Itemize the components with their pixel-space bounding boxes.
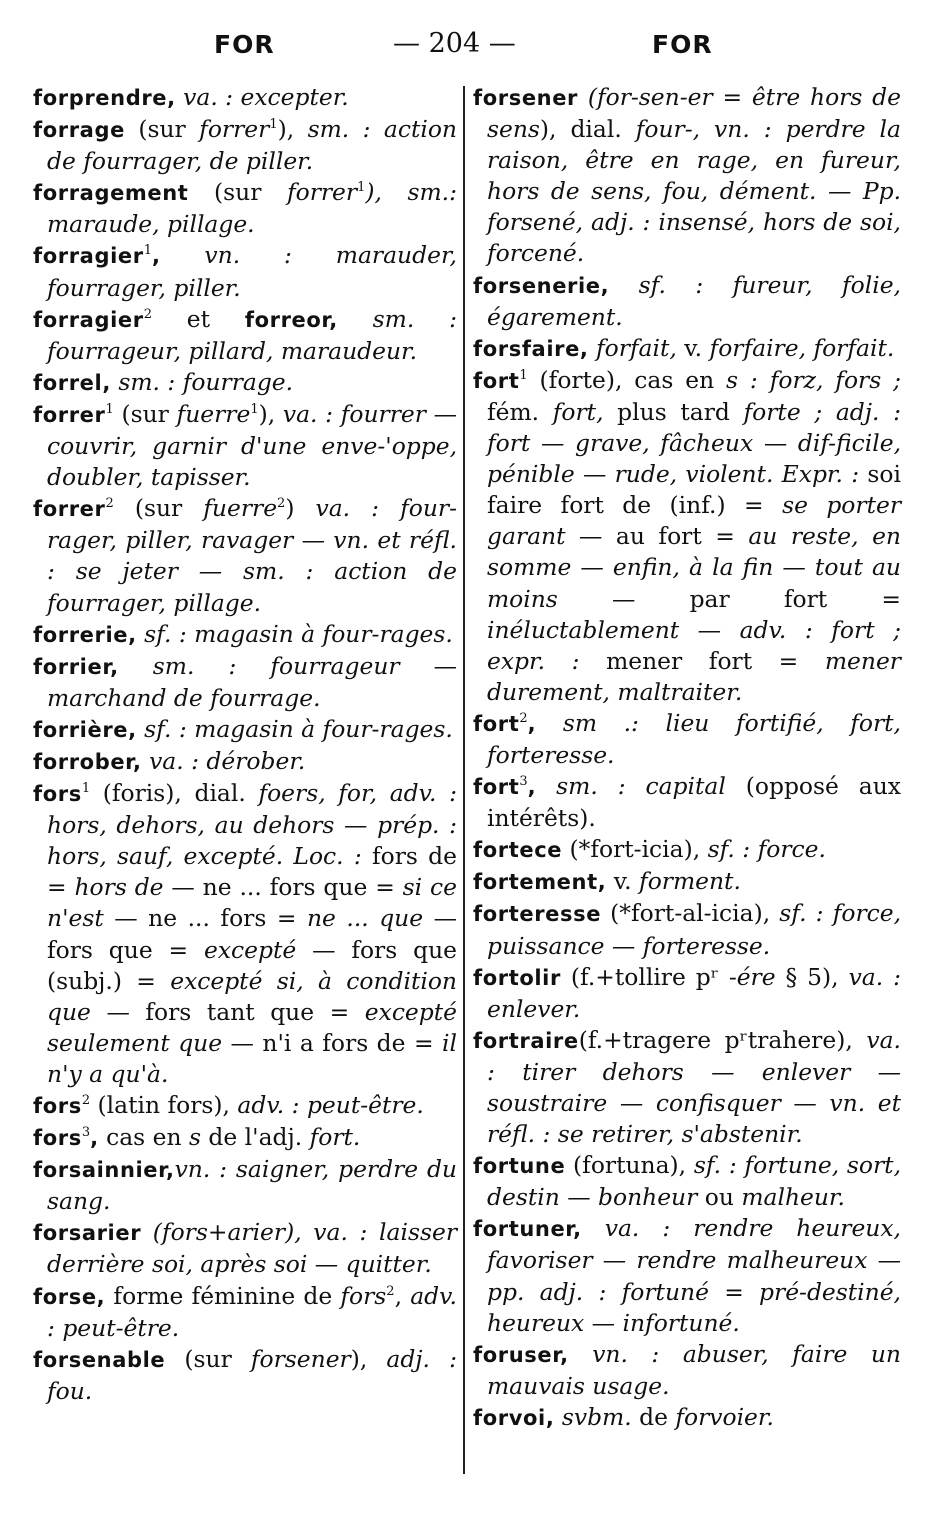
entry-italic-text: sm. : fourrageur, pillard, maraudeur. <box>47 304 457 365</box>
entry-italic-text: adv. : peut-être. <box>47 1281 457 1342</box>
entry-headword: fors <box>33 782 82 807</box>
entry-roman-text: § 5), <box>775 962 849 991</box>
entry-roman-text: forme féminine de <box>105 1281 341 1310</box>
homonym-number: 1 <box>81 781 91 797</box>
entry-roman-text: et <box>151 304 245 333</box>
left-column <box>33 82 457 1407</box>
entry-roman-text: ou <box>697 1183 742 1212</box>
entry-italic-text: ne ... que <box>306 904 424 933</box>
homonym-number: 2 <box>386 1283 395 1299</box>
entry-roman-text: (latin fors), <box>90 1091 238 1119</box>
dictionary-entry <box>473 270 901 333</box>
dictionary-entry <box>473 1402 901 1434</box>
entry-roman-text: ), <box>258 399 283 428</box>
entry-roman-text: v. <box>676 333 710 362</box>
entry-roman-text: — ne ... fors que = <box>163 873 403 902</box>
entry-roman-text: — ne ... fors = <box>103 904 307 933</box>
dictionary-entry <box>473 708 901 771</box>
entry-roman-text: , <box>394 1281 411 1310</box>
entry-italic-text: forvoier. <box>675 1402 774 1431</box>
entry-italic-text: svbm. <box>554 1402 632 1431</box>
entry-roman-text: (f.+tragere pʳtrahere), <box>578 1025 867 1054</box>
entry-roman-text: fém. <box>487 397 553 426</box>
entry-italic-text: sf. : magasin à four-rages. <box>136 619 453 648</box>
entry-headword: fort <box>473 775 520 800</box>
entry-italic-text: sf. : force. <box>707 835 826 864</box>
entry-italic-text: va. : excepter. <box>175 83 349 111</box>
dictionary-entry <box>33 1344 457 1407</box>
entry-italic-text: forte ; adj. : fort — grave, fâcheux — dif-ficile, pénible — rude, violent. Expr. : <box>487 397 901 489</box>
entry-headword: forrier, <box>33 654 119 679</box>
entry-headword: forvoi, <box>473 1405 555 1430</box>
entry-roman-text: (sur <box>188 178 287 207</box>
homonym-number: 2 <box>143 306 152 322</box>
entry-headword: fort <box>473 368 520 393</box>
entry-roman-text: (opposé aux intérêts). <box>487 772 901 833</box>
entry-italic-text: sm .: lieu fortifié, fort, forteresse. <box>487 708 901 769</box>
dictionary-entry <box>33 177 457 240</box>
dictionary-entry <box>473 82 901 270</box>
entry-italic-text: va. : fourrer — couvrir, garnir d'une enve-'oppe, doubler, tapisser. <box>47 399 457 492</box>
homonym-number: 3 <box>519 774 528 790</box>
entry-headword: forrerie, <box>33 622 137 647</box>
dictionary-entry <box>33 1281 457 1344</box>
entry-roman-text: plus tard <box>603 397 744 426</box>
homonym-number: 2 <box>81 1093 91 1109</box>
page-header <box>0 28 943 68</box>
entry-italic-text: excepté seulement que <box>47 997 457 1057</box>
entry-roman-text: (sur <box>165 1344 251 1373</box>
entry-roman-text: (sur <box>124 115 200 144</box>
running-head-left: FOR <box>214 30 275 59</box>
entry-italic-text: -ére <box>728 962 776 991</box>
entry-headword: fortolir <box>473 965 561 990</box>
entry-italic-text: forment. <box>639 867 741 896</box>
dictionary-entry <box>33 114 457 177</box>
entry-headword: fortraire <box>473 1028 579 1053</box>
entry-roman-text: ), <box>350 1344 387 1373</box>
entry-italic-text: sm. : action de fourrager, de piller. <box>47 115 457 176</box>
entry-headword: forsfaire, <box>473 336 589 361</box>
homonym-number: 1 <box>143 243 152 259</box>
dictionary-entry <box>473 333 901 365</box>
entry-italic-text: foers, for, adv. : hors, dehors, au dehors — prép. : hors, sauf, excepté. Loc. : <box>47 779 458 871</box>
dictionary-entry <box>473 834 901 866</box>
homonym-number: 1 <box>105 402 114 418</box>
dictionary-entry <box>33 746 457 778</box>
entry-roman-text: (sur <box>113 494 204 523</box>
entry-roman-text: de <box>631 1402 676 1431</box>
entry-roman-text: — n'i a fors de = <box>222 1028 443 1057</box>
dictionary-entry <box>473 1025 901 1150</box>
homonym-number: 1 <box>357 180 366 196</box>
entry-italic-text: sf. : magasin à four-rages. <box>136 714 453 743</box>
entry-headword: forse, <box>33 1284 106 1309</box>
entry-headword: fors <box>33 1094 82 1118</box>
entry-headword: forrober, <box>33 749 142 774</box>
entry-roman-text: — fors que (subj.) = <box>47 935 457 995</box>
entry-italic-text: sm. : capital <box>536 772 726 801</box>
entry-headword: forsenable <box>33 1347 166 1372</box>
entry-italic-text: vn. : marauder, fourrager, piller. <box>47 241 457 302</box>
entry-italic-text: ), sm.: maraude, pillage. <box>47 178 458 239</box>
dictionary-entry <box>33 493 457 618</box>
dictionary-entry <box>33 304 457 367</box>
dictionary-entry <box>473 771 901 834</box>
entry-italic-text: va. : dérober. <box>141 746 306 775</box>
entry-italic-text: fors <box>340 1281 387 1310</box>
dictionary-entry <box>33 651 457 714</box>
entry-italic-text: sf. : fureur, folie, égarement. <box>487 270 901 331</box>
column-divider <box>463 86 465 1474</box>
entry-italic-text: au reste, en somme — enfin, à la fin — tout au moins <box>487 522 901 613</box>
entry-roman-text: (*fort-icia), <box>562 835 708 864</box>
entry-italic-text: si ce n'est <box>47 873 457 933</box>
entry-roman-text: soi faire fort de (inf.) = <box>487 460 901 520</box>
entry-italic-text: forrer <box>199 115 270 144</box>
homonym-number: 2 <box>519 711 528 727</box>
entry-headword: foruser, <box>473 1342 569 1367</box>
entry-headword: forsarier <box>33 1221 142 1246</box>
entry-italic-text: se porter garant <box>487 491 901 551</box>
dictionary-entry <box>473 365 901 708</box>
entry-roman-text: mener fort = <box>579 646 825 675</box>
entry-headword: forrer <box>33 402 106 427</box>
entry-headword: forprendre, <box>33 86 176 110</box>
dictionary-entry <box>473 1150 901 1213</box>
entry-headword: fors <box>33 1126 82 1151</box>
entry-italic-text: va. : tirer dehors — enlever — soustraire — confisquer — vn. et réfl. : se retirer, s'abstenir. <box>487 1025 901 1149</box>
entry-headword: forteresse <box>473 902 602 927</box>
entry-italic-text: forsener <box>250 1344 351 1373</box>
dictionary-entry <box>33 399 457 493</box>
homonym-number: 3 <box>81 1125 91 1141</box>
entry-italic-text: va. : enlever. <box>487 962 901 1023</box>
entry-italic-text: va. : four-rager, piller, ravager — vn. et réfl. : se jeter — sm. : action de fourrager, pillage. <box>47 494 457 617</box>
entry-headword: , <box>527 711 537 736</box>
entry-italic-text: adv. : peut-être. <box>237 1091 424 1119</box>
entry-italic-text: sm. : fourrage. <box>110 367 294 396</box>
entry-headword: , <box>151 244 161 269</box>
entry-italic-text: (fors+arier), va. : laisser derrière soi, après soi — quitter. <box>47 1218 457 1279</box>
entry-roman-text: (foris), dial. <box>90 779 259 808</box>
homonym-number: 1 <box>250 402 259 418</box>
entry-headword: forrage <box>33 118 125 143</box>
entry-roman-text: ), <box>277 115 308 144</box>
dictionary-entry <box>473 1213 901 1338</box>
entry-roman-text: (fortuna), <box>565 1151 694 1180</box>
entry-roman-text: — fors que = <box>47 904 457 964</box>
dictionary-entry <box>33 240 457 303</box>
entry-roman-text: — au fort = <box>565 522 749 551</box>
homonym-number: 2 <box>105 496 114 512</box>
entry-italic-text: four-, vn. : perdre la raison, être en rage, en fureur, hors de sens, fou, dément. — Pp. forsené, adj. : insensé, hors de soi, forcené. <box>487 115 901 268</box>
entry-headword: forrer <box>33 497 106 522</box>
entry-italic-text: fort. <box>309 1123 361 1152</box>
dictionary-entry <box>33 1154 457 1217</box>
entry-italic-text: hors de <box>74 873 164 902</box>
entry-italic-text: va. : rendre heureux, favoriser — rendre malheureux — pp. adj. : fortuné = pré-destiné, heureux — infortuné. <box>487 1214 901 1337</box>
entry-italic-text: mener durement, maltraiter. <box>487 646 901 706</box>
entry-italic-text: sf. : fortune, sort, destin — bonheur <box>487 1151 902 1212</box>
dictionary-entry <box>33 714 457 746</box>
entry-italic-text: inéluctablement — adv. : fort ; expr. : <box>487 615 901 675</box>
entry-italic-text: sf. : force, puissance — forteresse. <box>487 899 901 960</box>
dictionary-entry <box>473 866 901 898</box>
entry-italic-text: fort, <box>552 397 604 426</box>
entry-roman-text: (f.+tollire pʳ <box>560 962 729 991</box>
entry-italic-text: forrer <box>286 178 358 207</box>
entry-roman-text: (*fort-al-icia), <box>601 899 780 928</box>
homonym-number: 1 <box>519 368 528 384</box>
homonym-number: 2 <box>277 496 286 512</box>
entry-roman-text: de l'adj. <box>200 1123 310 1152</box>
entry-italic-text: sm. : fourrageur — marchand de fourrage. <box>47 651 457 712</box>
dictionary-entry <box>473 1339 901 1402</box>
entry-headword: forragement <box>33 181 189 206</box>
entry-italic-text: vn. : saigner, perdre du sang. <box>47 1155 457 1216</box>
entry-roman-text: — par fort = <box>557 584 901 613</box>
entry-headword: forsener <box>473 86 579 110</box>
dictionary-entry <box>473 962 901 1025</box>
entry-headword: , <box>90 1126 99 1151</box>
dictionary-entry <box>33 1122 457 1154</box>
entry-headword: fort <box>473 711 520 736</box>
entry-italic-text: (for-sen-er = être hors de sens <box>487 83 901 144</box>
entry-roman-text: fors de = <box>47 842 457 902</box>
entry-italic-text: fuerre <box>203 494 278 523</box>
entry-italic-text: excepté si, à condition que <box>47 966 457 1026</box>
entry-italic-text: excepté <box>204 935 297 964</box>
entry-roman-text: — fors tant que = <box>90 997 365 1026</box>
entry-headword: forrière, <box>33 717 137 742</box>
page-number: — 204 — <box>393 28 516 59</box>
entry-italic-text: adj. : fou. <box>47 1344 457 1405</box>
entry-roman-text: ) <box>285 494 316 523</box>
entry-italic-text: forfaire, forfait. <box>709 333 895 362</box>
entry-headword: forsenerie, <box>473 273 610 298</box>
entry-headword: forreor, <box>244 307 338 332</box>
dictionary-entry <box>33 778 457 1090</box>
dictionary-entry <box>33 1217 457 1280</box>
entry-roman-text: (sur <box>113 399 177 428</box>
entry-italic-text: fuerre <box>176 399 251 428</box>
entry-italic-text: vn. : abuser, faire un mauvais usage. <box>487 1339 901 1400</box>
entry-headword: forsainnier, <box>33 1158 175 1183</box>
dictionary-entry <box>33 367 457 399</box>
entry-headword: fortece <box>473 838 563 863</box>
dictionary-entry <box>33 1090 457 1122</box>
entry-headword: , <box>527 775 537 800</box>
right-column <box>473 82 901 1434</box>
entry-headword: fortement, <box>473 870 607 895</box>
entry-italic-text: malheur. <box>741 1183 845 1212</box>
entry-headword: forrel, <box>33 370 111 395</box>
running-head-right: FOR <box>652 30 713 59</box>
entry-headword: fortune <box>473 1154 566 1179</box>
entry-roman-text: (forte), cas en <box>527 365 727 394</box>
entry-roman-text: ), dial. <box>539 115 636 144</box>
dictionary-entry <box>33 82 457 114</box>
entry-italic-text: forfait, <box>588 333 677 362</box>
entry-headword: fortuner, <box>473 1217 582 1242</box>
entry-headword: forragier <box>33 244 144 269</box>
dictionary-entry <box>33 619 457 651</box>
homonym-number: 1 <box>269 117 278 133</box>
entry-headword: forragier <box>33 307 144 332</box>
entry-italic-text: s <box>188 1123 201 1152</box>
dictionary-entry <box>473 898 901 961</box>
entry-italic-text: s : forz, fors ; <box>726 365 901 394</box>
entry-roman-text: v. <box>606 867 640 896</box>
entry-italic-text: il n'y a qu'à. <box>47 1028 457 1088</box>
entry-roman-text: cas en <box>98 1123 189 1152</box>
